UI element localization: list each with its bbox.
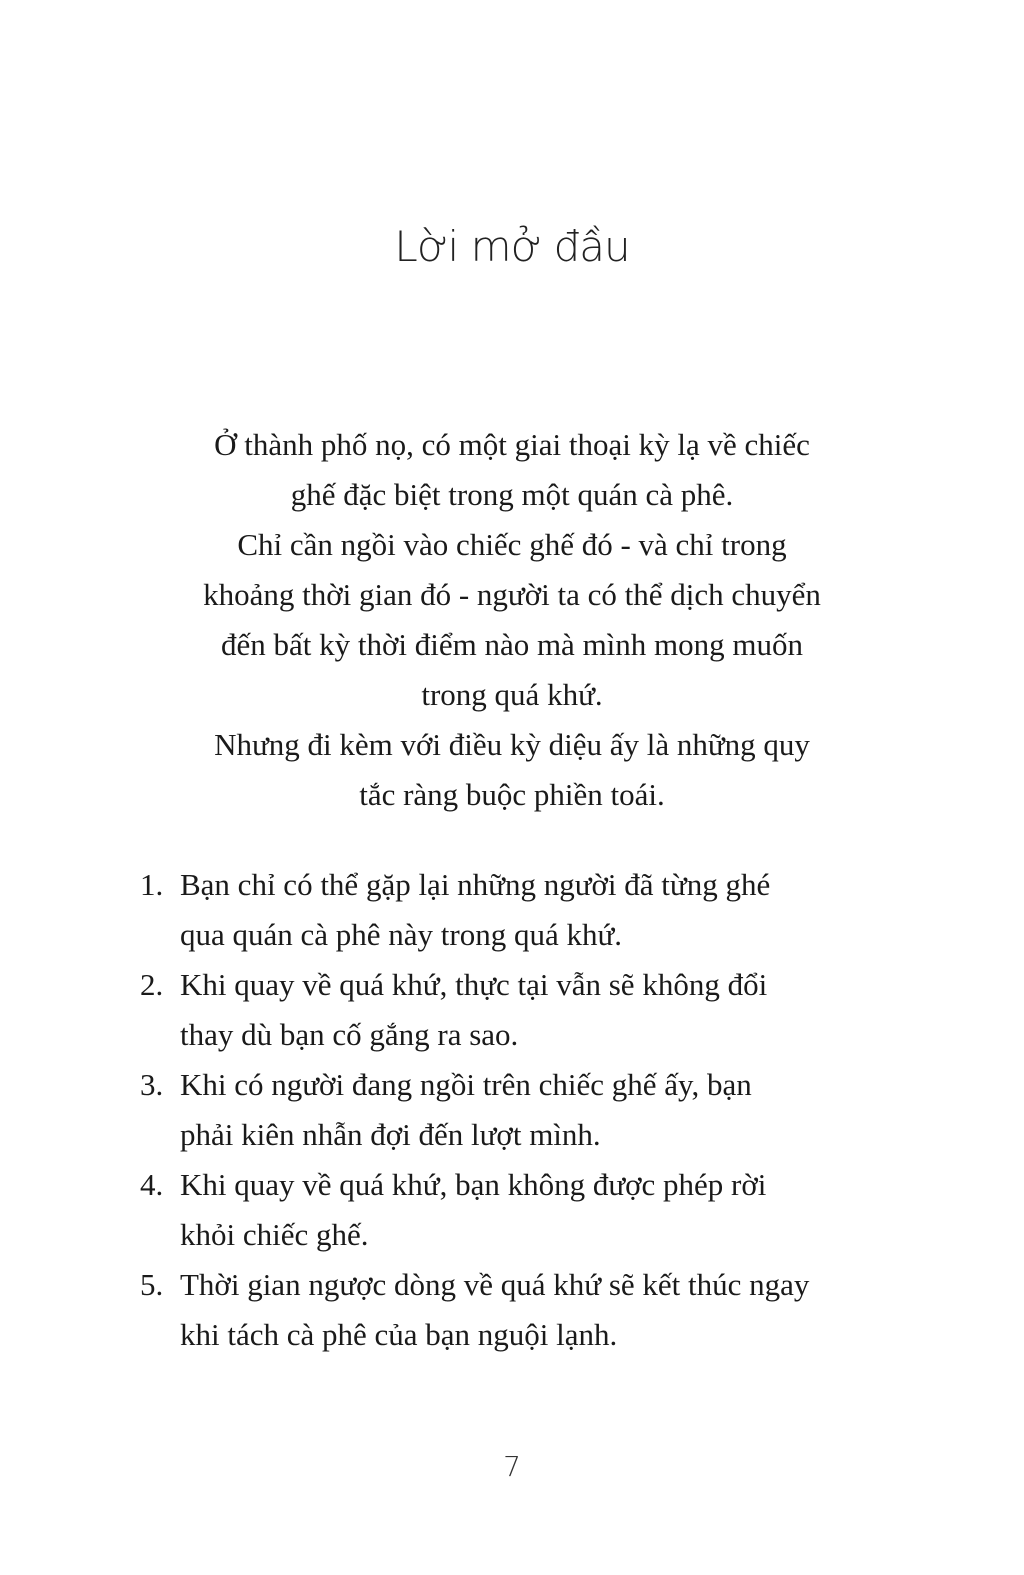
rule-line: qua quán cà phê này trong quá khứ. [180,917,623,952]
intro-line: Ở thành phố nọ, có một giai thoại kỳ lạ về chiếc [214,427,810,462]
rule-line: Bạn chỉ có thể gặp lại những người đã từng ghé [180,867,771,902]
intro-line: tắc ràng buộc phiền toái. [359,777,665,812]
page-number: 7 [503,1450,521,1483]
rule-line: Thời gian ngược dòng về quá khứ sẽ kết thúc ngay [180,1267,810,1302]
rule-item [140,860,900,960]
rule-line: Khi có người đang ngồi trên chiếc ghế ấy, bạn [180,1067,752,1102]
rules-list [140,860,900,1360]
rule-item [140,1160,900,1260]
rule-number: 4. [140,1167,164,1202]
rule-line: khỏi chiếc ghế. [180,1217,369,1252]
intro-line: trong quá khứ. [421,677,603,712]
rule-line: thay dù bạn cố gắng ra sao. [180,1017,519,1052]
rule-line: Khi quay về quá khứ, bạn không được phép rời [180,1167,767,1202]
rule-line: Khi quay về quá khứ, thực tại vẫn sẽ không đổi [180,967,768,1002]
rule-number: 2. [140,967,164,1002]
rule-number: 3. [140,1067,164,1102]
intro-line: Nhưng đi kèm với điều kỳ diệu ấy là những quy [214,727,810,762]
rule-number: 5. [140,1267,164,1302]
intro-line: Chỉ cần ngồi vào chiếc ghế đó - và chỉ trong [237,527,787,562]
rule-item [140,1060,900,1160]
rule-number: 1. [140,867,164,902]
rule-line: phải kiên nhẫn đợi đến lượt mình. [180,1117,601,1152]
rule-line: khi tách cà phê của bạn nguội lạnh. [180,1317,618,1352]
rule-item [140,960,900,1060]
intro-line: ghế đặc biệt trong một quán cà phê. [290,477,734,512]
chapter-title: Lời mở đầu [394,222,630,271]
intro-paragraph [0,420,1024,820]
rule-item [140,1260,900,1360]
intro-line: đến bất kỳ thời điểm nào mà mình mong muốn [220,627,804,662]
intro-line: khoảng thời gian đó - người ta có thể dịch chuyển [203,577,821,612]
